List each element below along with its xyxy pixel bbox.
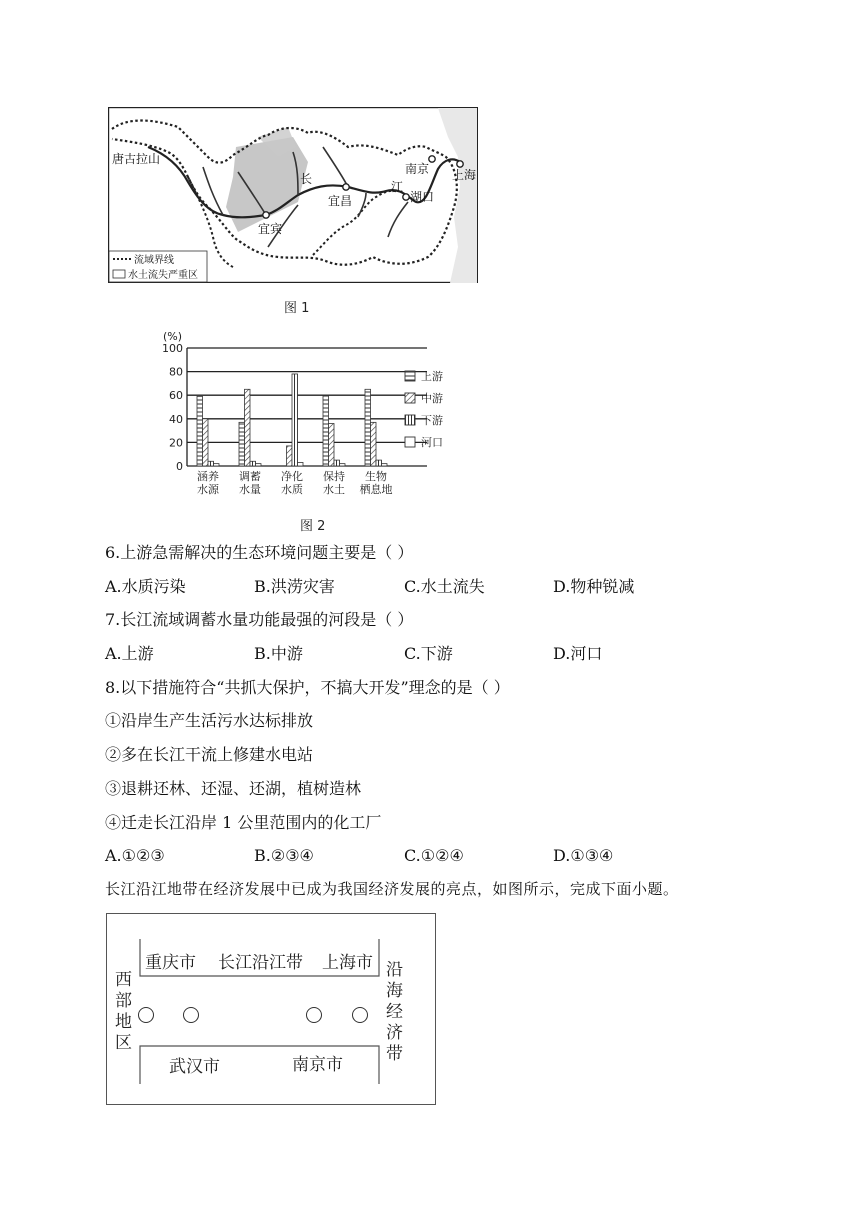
x-tick-label: 保持 [323,470,345,483]
label-wuhan: 武汉市 [169,1057,220,1077]
x-tick-label: 净化 [281,470,303,483]
label-yichang: 宜昌 [328,194,353,208]
x-tick-label: 调蓄 [239,470,261,483]
q7-option-d: D.河口 [553,644,603,663]
question-7-stem: 7.长江流域调蓄水量功能最强的河段是（ ） [105,610,414,629]
y-tick-label: 60 [169,389,183,403]
bar-上游 [197,396,203,466]
label-hukou: 湖口 [410,190,435,204]
bar-下游 [250,461,256,466]
bar-河口 [340,464,346,466]
legend-swatch [405,437,415,447]
q7-option-c: C.下游 [404,644,453,663]
q8-statement-3: ③退耕还林、还湿、还湖，植树造林 [105,779,362,798]
q7-option-a: A.上游 [105,644,154,663]
x-tick-label: 涵养 [197,470,219,483]
bar-中游 [329,424,335,466]
label-yibin: 宜宾 [258,222,283,236]
label-nanjing-city: 南京市 [292,1055,343,1075]
ecosystem-function-chart [155,330,455,506]
x-tick-label: 生物 [365,470,387,483]
economic-belt-diagram [106,913,436,1105]
q8-option-c: C.①②④ [404,846,464,865]
bar-河口 [298,462,304,466]
label-shanghai: 上海 [452,168,477,182]
q6-option-a: A.水质污染 [105,577,186,596]
y-tick-label: 100 [162,342,183,355]
label-coastal-belt: 沿海经济带 [386,960,403,1064]
q6-option-c: C.水土流失 [404,577,485,596]
y-tick-label: 80 [169,365,183,379]
bar-中游 [245,389,251,466]
bar-下游 [208,461,214,466]
city-circle [183,1007,199,1023]
x-tick-label: 水土 [323,483,345,496]
x-tick-label: 栖息地 [359,483,393,496]
map-legend [109,251,207,282]
bar-上游 [365,389,371,466]
bar-河口 [256,464,262,466]
bar-下游 [334,460,340,466]
city-circle [306,1007,322,1023]
q8-statement-1: ①沿岸生产生活污水达标排放 [105,711,314,730]
y-axis-label: (%) [163,330,183,343]
q6-option-d: D.物种锐减 [553,577,635,596]
bar-上游 [323,395,329,466]
x-tick-label: 水量 [239,483,261,496]
bar-下游 [376,460,382,466]
intro-text: 长江沿江地带在经济发展中已成为我国经济发展的亮点，如图所示，完成下面小题。 [105,880,679,898]
y-tick-label: 20 [169,436,183,450]
legend-label: 河口 [421,436,443,449]
q8-statement-2: ②多在长江干流上修建水电站 [105,745,314,764]
x-tick-label: 水质 [281,483,303,496]
figure1-caption: 图 1 [284,301,310,316]
bar-上游 [239,422,245,466]
label-yangtze-belt: 长江沿江带 [218,953,303,973]
legend-swatch [405,371,415,381]
legend-erosion-label: 水土流失严重区 [128,270,198,281]
q6-option-b: B.洪涝灾害 [254,577,335,596]
question-6-stem: 6.上游急需解决的生态环境问题主要是（ ） [105,543,414,562]
label-nanjing: 南京 [405,162,430,176]
bar-河口 [382,464,388,466]
bar-下游 [292,374,298,466]
legend-swatch [405,415,415,425]
q8-option-d: D.①③④ [553,846,614,865]
label-chang: 长 [300,172,313,186]
bar-中游 [287,446,293,466]
label-jiang: 江 [391,180,404,194]
bar-中游 [371,422,377,466]
q8-option-b: B.②③④ [254,846,314,865]
q7-option-b: B.中游 [254,644,303,663]
bar-河口 [214,464,220,466]
yangtze-basin-map [108,107,478,283]
x-tick-label: 水源 [197,483,219,496]
y-tick-label: 40 [169,412,183,426]
legend-label: 上游 [421,370,443,383]
label-tanggula: 唐古拉山 [112,152,161,166]
bar-中游 [203,419,209,466]
figure2-caption: 图 2 [300,519,326,534]
label-chongqing: 重庆市 [145,953,196,973]
label-western-region: 西部地区 [115,970,132,1053]
question-8-stem: 8.以下措施符合“共抓大保护，不搞大开发”理念的是（ ） [105,678,510,697]
legend-boundary-label: 流域界线 [134,255,174,266]
q8-statement-4: ④迁走长江沿岸 1 公里范围内的化工厂 [105,813,382,832]
city-circle [352,1007,368,1023]
legend-label: 下游 [421,414,443,427]
label-shanghai-city: 上海市 [322,953,373,973]
y-tick-label: 0 [176,460,183,473]
q8-option-a: A.①②③ [105,846,165,865]
legend-label: 中游 [421,392,443,405]
legend-swatch [405,393,415,403]
city-circle [138,1007,154,1023]
